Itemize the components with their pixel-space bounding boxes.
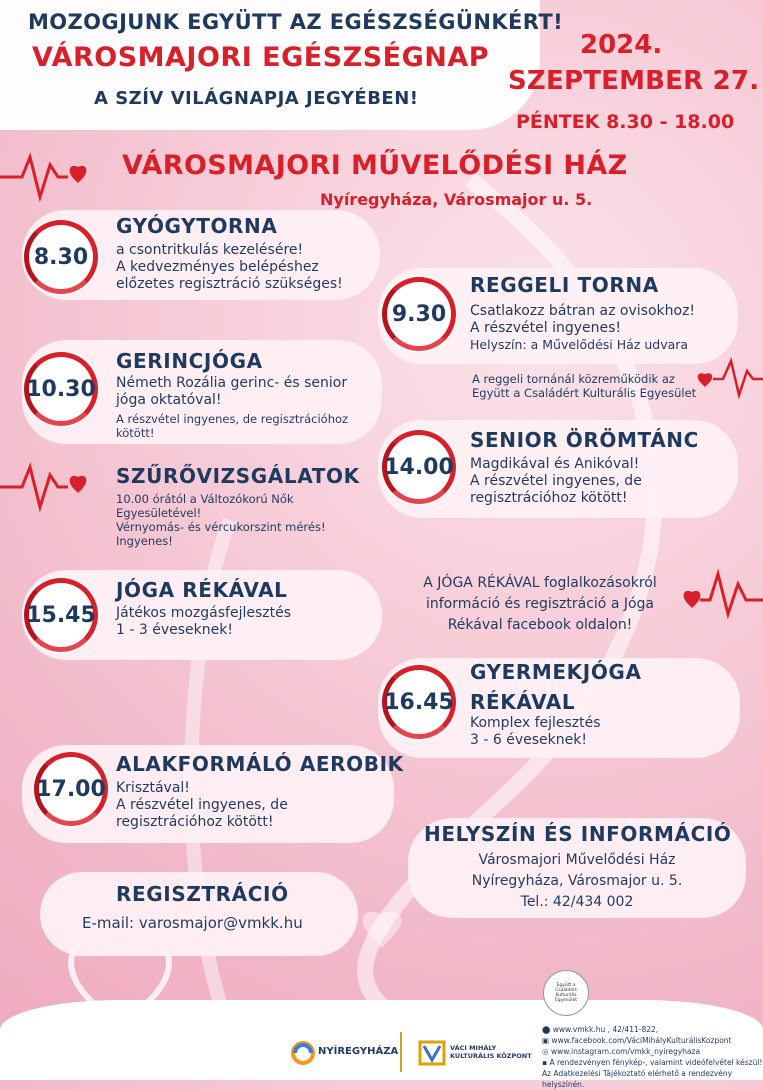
event-line: Ingyenes! bbox=[116, 534, 173, 548]
event-line: A részvétel ingyenes, de bbox=[470, 473, 642, 489]
event-note: Együtt a Családért Kulturális Egyesület bbox=[472, 386, 697, 400]
event-line: 3 - 6 éveseknek! bbox=[470, 732, 587, 748]
event-name: REGGELI TORNA bbox=[470, 273, 659, 297]
heartbeat-heart-icon bbox=[680, 560, 763, 620]
event-name: SZŰRŐVIZSGÁLATOK bbox=[116, 464, 360, 488]
footer-line[interactable]: ◎ www.instagram.com/vmkk_nyiregyhaza bbox=[542, 1047, 701, 1056]
event-title: VÁROSMAJORI EGÉSZSÉGNAP bbox=[32, 42, 490, 73]
footer-divider bbox=[400, 1032, 402, 1072]
event-name: RÉKÁVAL bbox=[470, 690, 576, 714]
event-line: kötött! bbox=[116, 426, 155, 440]
registration-title: REGISZTRÁCIÓ bbox=[116, 882, 289, 906]
event-year: 2024. bbox=[580, 30, 663, 60]
event-subtitle: A SZÍV VILÁGNAPJA JEGYÉBEN! bbox=[94, 88, 419, 109]
event-hours: PÉNTEK 8.30 - 18.00 bbox=[516, 111, 735, 133]
joga-info-line: A JÓGA RÉKÁVAL foglalkozásokról bbox=[423, 575, 657, 591]
footer-line: ▪ A rendezvényen fénykép-, valamint videófelvétel készül! bbox=[542, 1058, 763, 1067]
venue-address: Nyíregyháza, Városmajor u. 5. bbox=[320, 190, 593, 209]
event-line: A kedvezményes belépéshez bbox=[116, 259, 319, 275]
event-line: regisztrációhoz kötött! bbox=[116, 814, 274, 830]
event-line: Helyszín: a Művelődési Ház udvara bbox=[470, 337, 689, 352]
vmkk-logo-text: KULTURÁLIS KÖZPONT bbox=[450, 1052, 532, 1060]
nyiregyhaza-logo-icon bbox=[290, 1040, 316, 1066]
event-line: regisztrációhoz kötött! bbox=[470, 490, 628, 506]
time-badge: 9.30 bbox=[382, 277, 456, 351]
time-badge: 17.00 bbox=[34, 752, 108, 826]
event-line: Csatlakozz bátran az ovisokhoz! bbox=[470, 303, 696, 319]
event-name: ALAKFORMÁLÓ AEROBIK bbox=[116, 752, 404, 776]
info-title: HELYSZÍN ÉS INFORMÁCIÓ bbox=[424, 822, 732, 846]
event-note: A reggeli tornánál közreműködik az bbox=[472, 372, 675, 386]
event-line: Krisztával! bbox=[116, 780, 190, 796]
event-line: Komplex fejlesztés bbox=[470, 715, 601, 731]
event-name: GERINCJÓGA bbox=[116, 349, 263, 373]
event-name: GYÓGYTORNA bbox=[116, 214, 278, 238]
event-line: Vérnyomás- és vércukorszint mérés! bbox=[116, 520, 326, 534]
joga-info-line: információ és regisztráció a Jóga bbox=[425, 596, 655, 612]
association-badge: Együtt a Családért Kulturális Egyesület bbox=[543, 970, 589, 1016]
footer-line[interactable]: ▣ www.facebook.com/VáciMihályKulturálisKozpont bbox=[542, 1036, 732, 1045]
venue-title: VÁROSMAJORI MŰVELŐDÉSI HÁZ bbox=[122, 150, 628, 181]
event-name: JÓGA RÉKÁVAL bbox=[116, 578, 288, 602]
header-slogan: MOZOGJUNK EGYÜTT AZ EGÉSZSÉGÜNKÉRT! bbox=[28, 10, 564, 34]
info-venue: Városmajori Művelődési Ház bbox=[478, 852, 676, 868]
event-line: A részvétel ingyenes, de bbox=[116, 797, 288, 813]
footer-line[interactable]: ⬤ www.vmkk.hu , 42/411-822, bbox=[542, 1025, 659, 1034]
event-line: 10.00 órától a Változókorú Nők bbox=[116, 492, 294, 506]
event-line: 1 - 3 éveseknek! bbox=[116, 622, 233, 638]
time-badge: 10.30 bbox=[24, 352, 98, 426]
registration-email[interactable]: E-mail: varosmajor@vmkk.hu bbox=[82, 914, 303, 932]
heartbeat-heart-icon bbox=[0, 455, 95, 515]
joga-info-line: Rékával facebook oldalon! bbox=[447, 617, 633, 633]
nyiregyhaza-logo-text: NYÍREGYHÁZA bbox=[318, 1046, 399, 1057]
info-phone: Tel.: 42/434 002 bbox=[520, 894, 634, 910]
event-line: jóga oktatóval! bbox=[116, 392, 222, 408]
event-line: a csontritkulás kezelésére! bbox=[116, 242, 304, 258]
event-line: előzetes regisztráció szükséges! bbox=[116, 276, 343, 292]
vmkk-logo-text: VÁCI MIHÁLY bbox=[450, 1044, 497, 1052]
event-line: Németh Rozália gerinc- és senior bbox=[116, 375, 348, 391]
event-line: A részvétel ingyenes, de regisztrációhoz bbox=[116, 412, 349, 426]
vmkk-logo-icon bbox=[418, 1040, 446, 1066]
event-name: GYERMEKJÓGA bbox=[470, 660, 642, 684]
time-badge: 8.30 bbox=[24, 220, 98, 294]
time-badge: 15.45 bbox=[24, 578, 98, 652]
event-line: Játékos mozgásfejlesztés bbox=[116, 605, 292, 621]
event-line: A részvétel ingyenes! bbox=[470, 320, 622, 336]
info-address: Nyíregyháza, Városmajor u. 5. bbox=[471, 873, 683, 889]
time-badge: 14.00 bbox=[382, 430, 456, 504]
footer-line: Az Adatkezelési Tájékoztató elérhető a rendezvény helyszínén. bbox=[542, 1069, 733, 1089]
event-date: SZEPTEMBER 27. bbox=[508, 66, 760, 96]
event-name: SENIOR ÖRÖMTÁNC bbox=[470, 428, 699, 452]
event-line: Egyesületével! bbox=[116, 506, 202, 520]
event-line: Magdikával és Anikóval! bbox=[470, 456, 640, 472]
heartbeat-heart-icon bbox=[0, 145, 95, 205]
time-badge: 16.45 bbox=[382, 665, 456, 739]
